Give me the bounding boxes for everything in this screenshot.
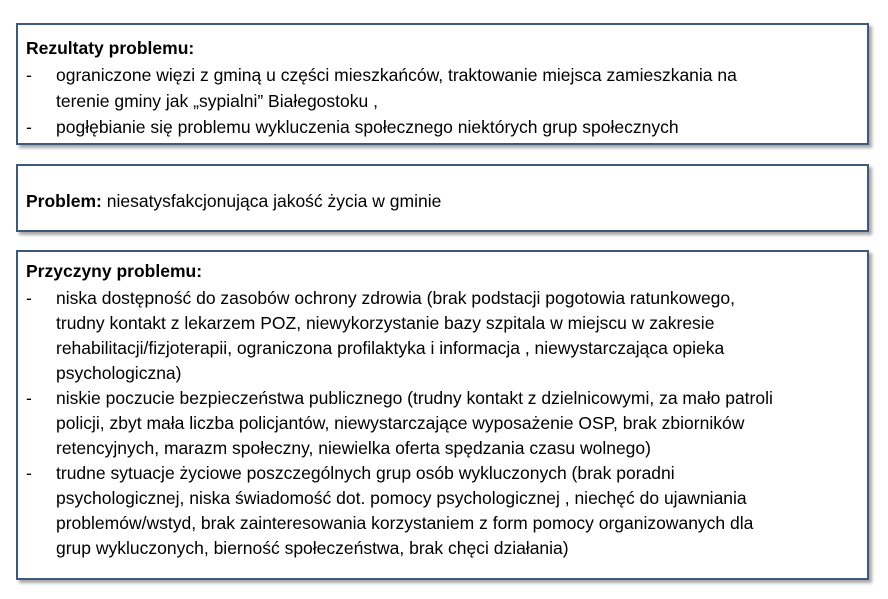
bullet-dash: - — [26, 463, 32, 483]
causes-item-3-line-3: problemów/wstyd, brak zainteresowania korzystaniem z form pomocy organizowanych dla — [56, 513, 754, 533]
results-item-2-line-1: pogłębianie się problemu wykluczenia społecznego niektórych grup społecznych — [56, 117, 679, 137]
causes-item-1-line-4: psychologiczna) — [56, 363, 182, 383]
bullet-dash: - — [26, 117, 32, 137]
causes-item-1-line-3: rehabilitacji/fizjoterapii, ograniczona profilaktyka i informacja , niewystarczająca opieka — [56, 338, 725, 358]
causes-box — [16, 250, 869, 580]
results-item-1-line-1: ograniczone więzi z gminą u części mieszkańców, traktowanie miejsca zamieszkania na — [56, 65, 737, 85]
causes-item-3-line-2: psychologicznej, niska świadomość dot. pomocy psychologicznej , niechęć do ujawniania — [56, 488, 747, 508]
causes-item-3-line-4: grup wykluczonych, bierność społeczeństwa, brak chęci działania) — [56, 538, 569, 558]
bullet-dash: - — [26, 65, 32, 85]
causes-item-3-line-1: trudne sytuacje życiowe poszczególnych grup osób wykluczonych (brak poradni — [56, 463, 675, 483]
causes-item-1-line-2: trudny kontakt z lekarzem POZ, niewykorzystanie bazy szpitala w miejscu w zakresie — [56, 313, 715, 333]
causes-item-2-line-3: retencyjnych, marazm społeczny, niewielka oferta spędzania czasu wolnego) — [56, 438, 651, 458]
problem-text: niesatysfakcjonująca jakość życia w gminie — [106, 191, 442, 211]
results-item-1-line-2: terenie gminy jak „sypialni” Białegostoku , — [56, 91, 378, 111]
problem-statement — [26, 191, 441, 212]
causes-item-1-line-1: niska dostępność do zasobów ochrony zdrowia (brak podstacji pogotowia ratunkowego, — [56, 288, 736, 308]
problem-box — [16, 164, 869, 232]
problem-label: Problem: — [26, 191, 102, 211]
causes-item-2-line-1: niskie poczucie bezpieczeństwa publicznego (trudny kontakt z dzielnicowymi, za mało patroli — [56, 388, 773, 408]
causes-item-2-line-2: policji, zbyt mała liczba policjantów, niewystarczające wyposażenie OSP, brak zbiorników — [56, 413, 745, 433]
results-box — [16, 23, 869, 145]
results-heading: Rezultaty problemu: — [26, 38, 195, 58]
bullet-dash: - — [26, 388, 32, 408]
bullet-dash: - — [26, 288, 32, 308]
causes-heading: Przyczyny problemu: — [26, 261, 203, 281]
